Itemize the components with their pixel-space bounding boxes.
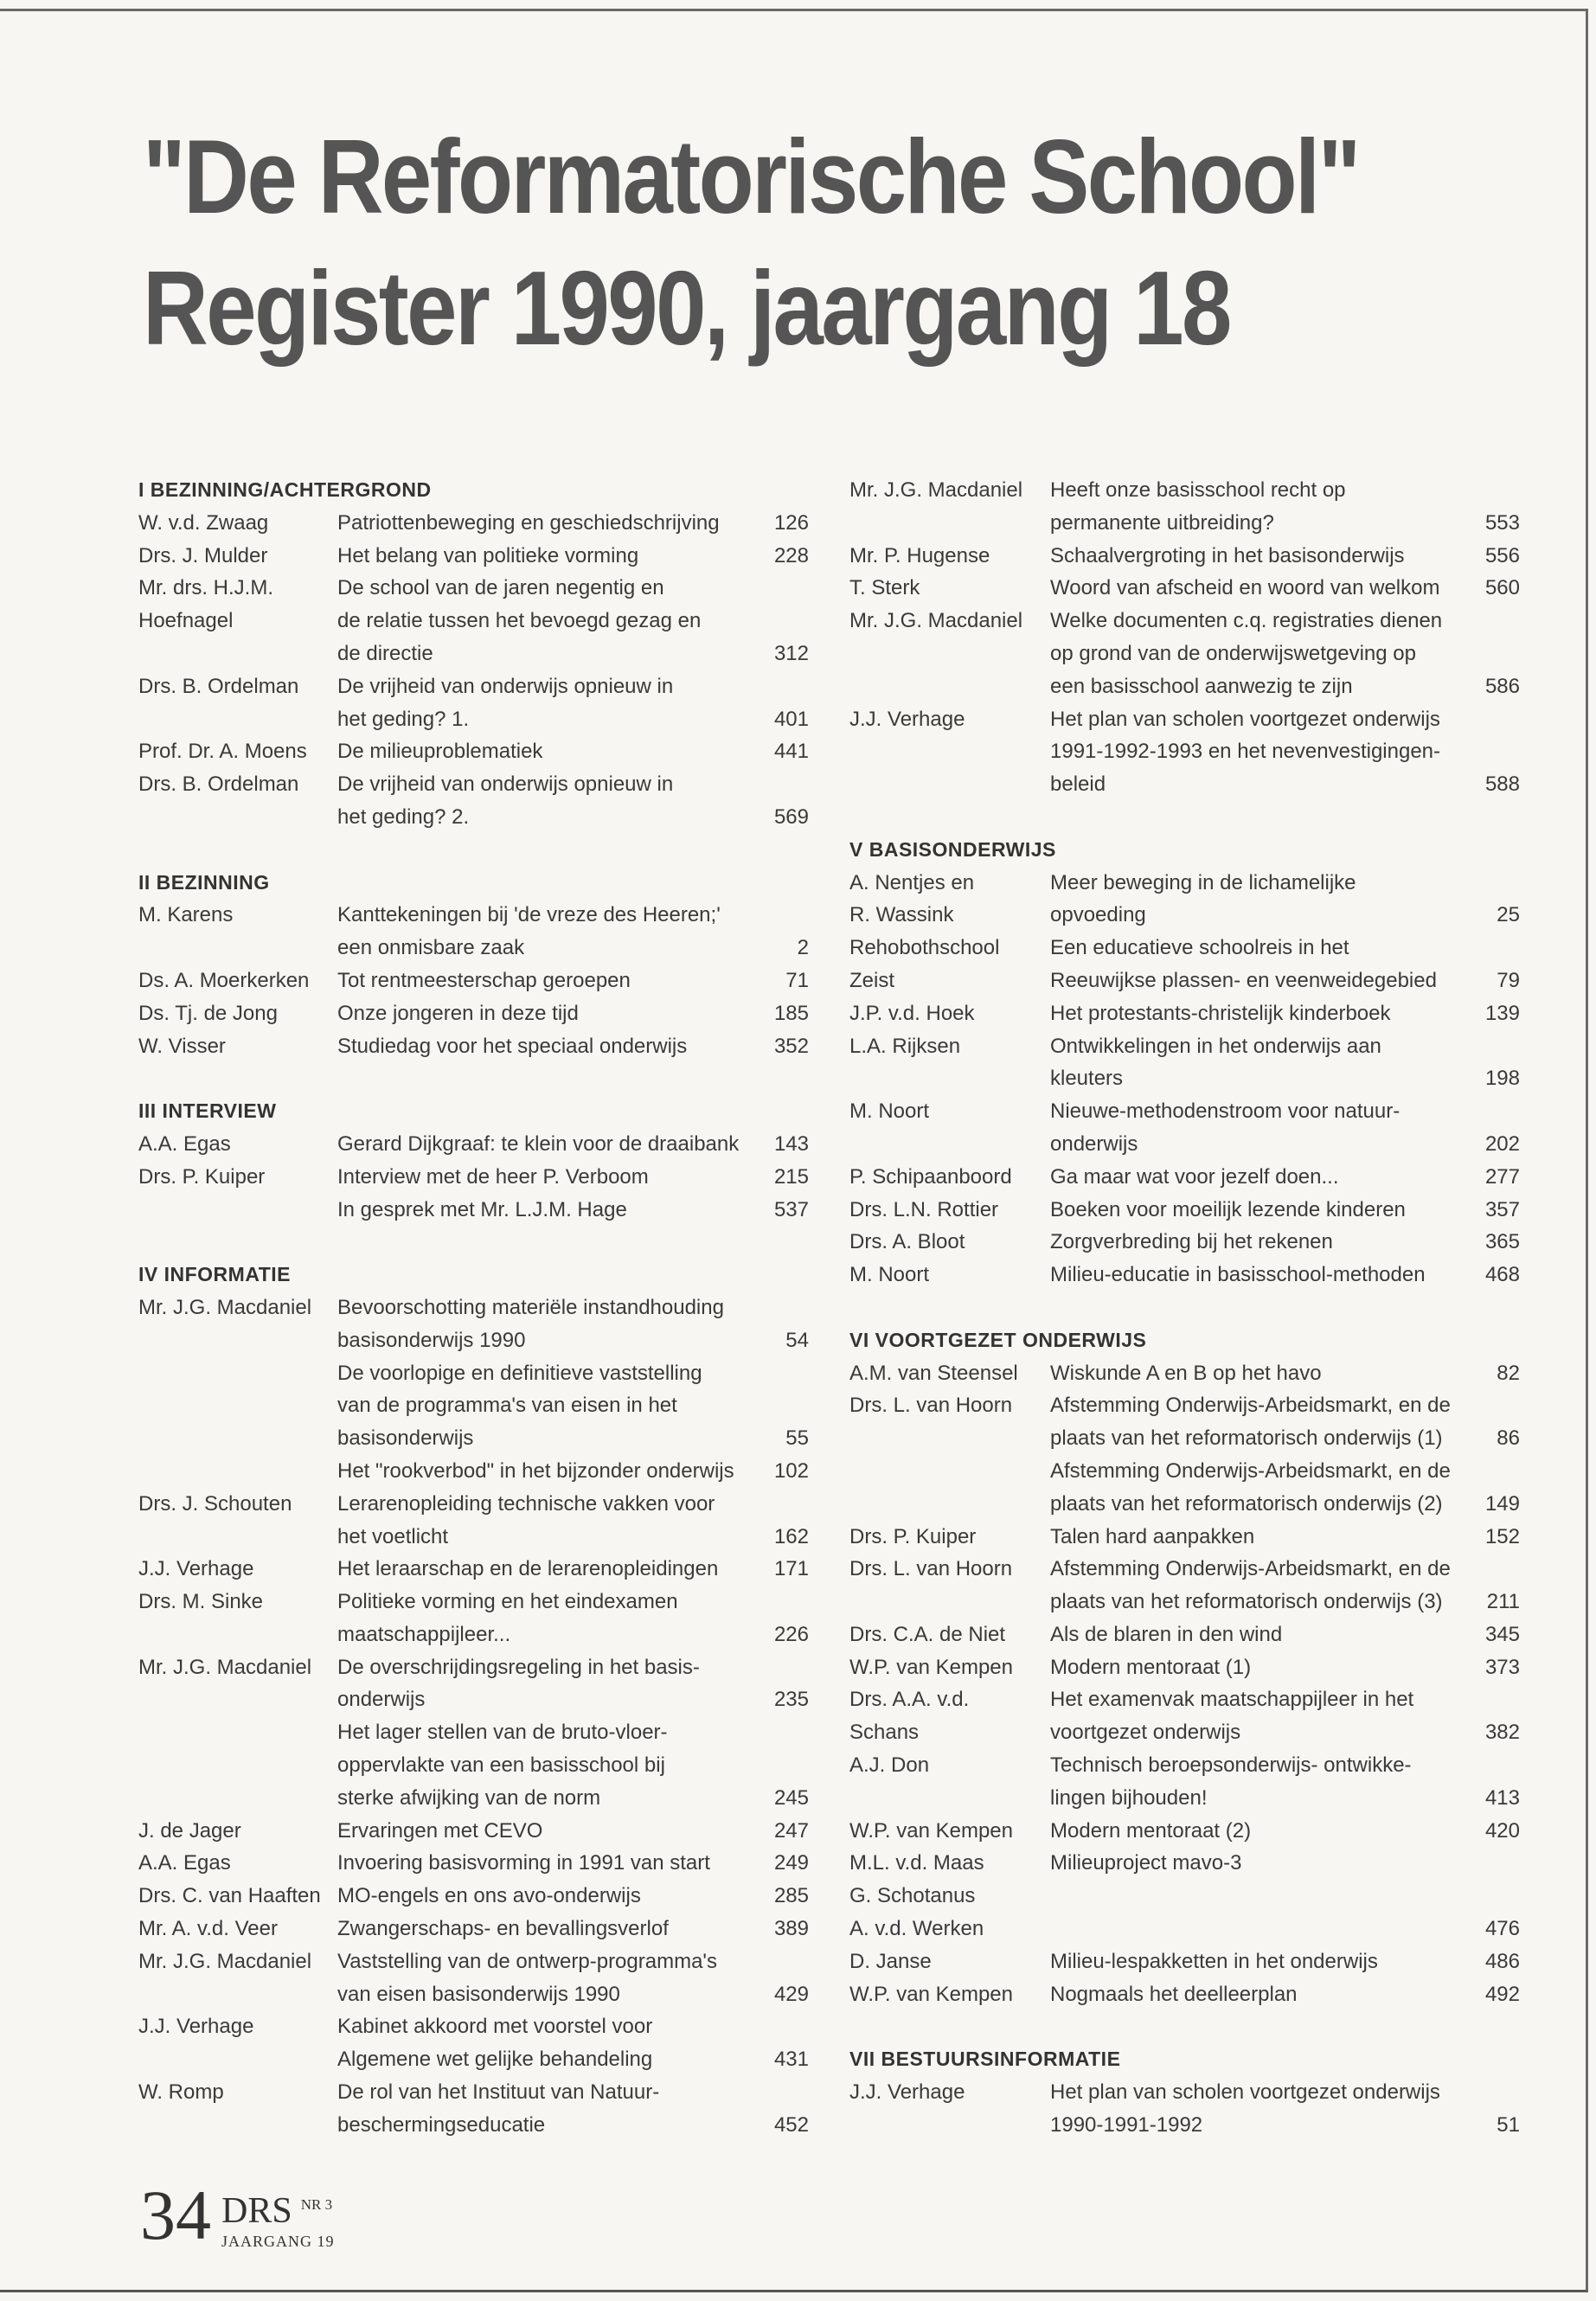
entry-page: 211 bbox=[1486, 1590, 1520, 1614]
entry-author: J.J. Verhage bbox=[138, 2015, 254, 2039]
entry-title: Gerard Dijkgraaf: te klein voor de draaibank bbox=[337, 1131, 740, 1156]
entry-page: 537 bbox=[773, 1197, 809, 1221]
register-section bbox=[849, 834, 1520, 1292]
entry-title: Afstemming Onderwijs-Arbeidsmarkt, en de plaats van het reformatorisch onderwijs (1) bbox=[1050, 1394, 1451, 1451]
entry-page: 51 bbox=[1497, 2112, 1520, 2137]
entry-page: 492 bbox=[1484, 1982, 1520, 2006]
entry-page: 373 bbox=[1484, 1655, 1520, 1679]
register-section bbox=[849, 1324, 1520, 2011]
entry-title: Heeft onze basisschool recht op permanente uitbreiding? bbox=[1050, 478, 1346, 535]
register-entry bbox=[138, 1880, 809, 1913]
entry-title: Afstemming Onderwijs-Arbeidsmarkt, en de plaats van het reformatorisch onderwijs (3) bbox=[1050, 1557, 1451, 1614]
entry-title: Welke documenten c.q. registraties dienen op grond van de onderwijswetgeving op een basisschool aanwezig te zijn bbox=[1050, 609, 1443, 698]
entry-title: De vrijheid van onderwijs opnieuw in het geding? 2. bbox=[337, 772, 674, 829]
section-heading: IV INFORMATIE bbox=[138, 1263, 292, 1286]
entry-page: 312 bbox=[773, 641, 809, 665]
register-section bbox=[138, 1259, 809, 2142]
entry-author: Mr. drs. H.J.M. Hoefnagel bbox=[138, 576, 273, 633]
entry-page: 25 bbox=[1497, 903, 1520, 927]
entry-author: Mr. J.G. Macdaniel bbox=[849, 478, 1023, 502]
entry-page: 152 bbox=[1484, 1524, 1520, 1548]
entry-title: Nieuwe-methodenstroom voor natuur- onderwijs bbox=[1050, 1099, 1401, 1156]
register-entry bbox=[138, 540, 809, 573]
entry-title: Ga maar wat voor jezelf doen... bbox=[1050, 1164, 1339, 1189]
register-entry bbox=[849, 1651, 1520, 1684]
entry-author: A.A. Egas bbox=[138, 1851, 231, 1875]
entry-title: MO-engels en ons avo-onderwijs bbox=[337, 1884, 641, 1908]
entry-title: Kabinet akkoord met voorstel voor Algemene wet gelijke behandeling bbox=[337, 2015, 653, 2072]
register-entry bbox=[849, 540, 1520, 573]
entry-page: 54 bbox=[785, 1328, 809, 1352]
entry-page: 198 bbox=[1484, 1067, 1520, 1091]
entry-author: Drs. A.A. v.d. Schans bbox=[849, 1688, 970, 1745]
entry-author: M. Noort bbox=[849, 1099, 930, 1124]
footer bbox=[140, 2176, 335, 2254]
section-heading: II BEZINNING bbox=[138, 870, 270, 894]
register-section bbox=[138, 1095, 809, 1226]
register-entry bbox=[849, 1978, 1520, 2011]
entry-author: Drs. B. Ordelman bbox=[138, 772, 299, 797]
entry-page: 245 bbox=[773, 1785, 809, 1810]
entry-title: Woord van afscheid en woord van welkom bbox=[1050, 576, 1440, 600]
entry-page: 553 bbox=[1484, 510, 1520, 535]
entry-title: Talen hard aanpakken bbox=[1050, 1524, 1255, 1548]
entry-author: Drs. C. van Haaften bbox=[138, 1884, 321, 1908]
section-heading: VII BESTUURSINFORMATIE bbox=[849, 2048, 1121, 2071]
register-section bbox=[138, 474, 809, 834]
register-section bbox=[138, 867, 809, 1063]
entry-page: 235 bbox=[773, 1688, 809, 1712]
entry-title: Milieu-educatie in basisschool-methoden bbox=[1050, 1263, 1426, 1287]
entry-page: 429 bbox=[773, 1982, 809, 2006]
entry-title: Technisch beroepsonderwijs- ontwikke- lingen bijhouden! bbox=[1050, 1753, 1412, 1810]
register-entry bbox=[849, 932, 1520, 997]
entry-page: 389 bbox=[773, 1917, 809, 1941]
title-line-1: "De Reformatorische School" bbox=[143, 118, 1359, 235]
page-title bbox=[143, 111, 1362, 374]
entry-author bbox=[138, 1716, 337, 1814]
entry-page: 401 bbox=[773, 707, 809, 731]
entry-author: M. Noort bbox=[849, 1263, 930, 1287]
entry-author bbox=[138, 1455, 337, 1488]
register-entry bbox=[138, 572, 809, 670]
entry-title: Ontwikkelingen in het onderwijs aan kleuters bbox=[1050, 1034, 1381, 1091]
register-entry bbox=[138, 1945, 809, 2011]
register-entry bbox=[849, 867, 1520, 933]
left-column bbox=[138, 474, 809, 2174]
entry-title: Het plan van scholen voortgezet onderwijs 1990-1991-1992 bbox=[1050, 2080, 1440, 2137]
entry-title: Politieke vorming en het eindexamen maatschappijleer... bbox=[337, 1590, 678, 1646]
footer-volume: JAARGANG 19 bbox=[221, 2233, 335, 2250]
section-heading: I BEZINNING/ACHTERGROND bbox=[138, 478, 432, 501]
entry-title: Afstemming Onderwijs-Arbeidsmarkt, en de plaats van het reformatorisch onderwijs (2) bbox=[1050, 1458, 1451, 1516]
register-entry bbox=[849, 572, 1520, 605]
register-entry bbox=[138, 1586, 809, 1651]
entry-page: 382 bbox=[1484, 1721, 1520, 1745]
entry-author bbox=[849, 1455, 1050, 1521]
entry-title: Wiskunde A en B op het havo bbox=[1050, 1361, 1322, 1385]
entry-author: Drs. J. Mulder bbox=[138, 543, 268, 567]
register-entry bbox=[849, 1259, 1520, 1292]
entry-page: 55 bbox=[785, 1426, 809, 1451]
entry-page: 71 bbox=[785, 968, 809, 992]
entry-title: Studiedag voor het speciaal onderwijs bbox=[337, 1034, 688, 1058]
register-entry bbox=[138, 1292, 809, 1357]
entry-author: Drs. P. Kuiper bbox=[849, 1524, 977, 1548]
entry-author: Mr. J.G. Macdaniel bbox=[138, 1295, 312, 1319]
entry-author: Ds. A. Moerkerken bbox=[138, 968, 310, 992]
right-column bbox=[849, 474, 1520, 2174]
entry-title: De voorlopige en definitieve vaststelling van de programma's van eisen in het basisonderwijs bbox=[337, 1361, 702, 1451]
entry-author: P. Schipaanboord bbox=[849, 1164, 1012, 1189]
entry-author: A.A. Egas bbox=[138, 1131, 231, 1156]
register-entry bbox=[849, 1226, 1520, 1259]
entry-title: Tot rentmeesterschap geroepen bbox=[337, 968, 631, 992]
entry-title: In gesprek met Mr. L.J.M. Hage bbox=[337, 1197, 627, 1221]
entry-author: Drs. L. van Hoorn bbox=[849, 1557, 1013, 1581]
register-entry bbox=[138, 1128, 809, 1161]
entry-page: 228 bbox=[773, 543, 809, 567]
entry-title: Modern mentoraat (2) bbox=[1050, 1818, 1252, 1843]
entry-title: Onze jongeren in deze tijd bbox=[337, 1001, 579, 1025]
register-entry bbox=[138, 1913, 809, 1945]
entry-author: Drs. B. Ordelman bbox=[138, 674, 299, 698]
entry-page: 365 bbox=[1484, 1230, 1520, 1254]
entry-title: Milieu-lespakketten in het onderwijs bbox=[1050, 1949, 1378, 1973]
entry-page: 586 bbox=[1484, 674, 1520, 698]
register-entry bbox=[849, 1389, 1520, 1455]
register-entry bbox=[138, 735, 809, 768]
entry-title: Het examenvak maatschappijleer in het voortgezet onderwijs bbox=[1050, 1688, 1414, 1745]
entry-page: 486 bbox=[1484, 1949, 1520, 1973]
register-entry bbox=[138, 1030, 809, 1063]
entry-author: Mr. J.G. Macdaniel bbox=[849, 609, 1023, 633]
entry-page: 345 bbox=[1484, 1622, 1520, 1646]
register-entry bbox=[849, 1618, 1520, 1651]
entry-title: Interview met de heer P. Verboom bbox=[337, 1164, 649, 1189]
footer-page-number: 34 bbox=[140, 2176, 211, 2254]
register-entry bbox=[138, 2076, 809, 2142]
entry-page: 569 bbox=[773, 804, 809, 829]
footer-masthead bbox=[221, 2193, 335, 2251]
entry-author: M.L. v.d. Maas G. Schotanus A. v.d. Werken bbox=[849, 1851, 984, 1941]
register-entry bbox=[138, 1488, 809, 1554]
entry-author: Drs. L.N. Rottier bbox=[849, 1197, 999, 1221]
register-entry bbox=[138, 1161, 809, 1194]
entry-title: Patriottenbeweging en geschiedschrijving bbox=[337, 510, 720, 535]
register-entry bbox=[138, 1815, 809, 1848]
entry-author: M. Karens bbox=[138, 903, 234, 927]
entry-title: Het lager stellen van de bruto-vloer- oppervlakte van een basisschool bij sterke afwijking van de norm bbox=[337, 1721, 668, 1810]
register-section bbox=[849, 2043, 1520, 2141]
register-entry bbox=[849, 1749, 1520, 1815]
entry-page: 202 bbox=[1484, 1131, 1520, 1156]
entry-page: 588 bbox=[1484, 772, 1520, 797]
title-line-2: Register 1990, jaargang 18 bbox=[143, 249, 1230, 367]
register-entry bbox=[849, 1455, 1520, 1521]
entry-page: 226 bbox=[773, 1622, 809, 1646]
entry-page: 431 bbox=[773, 2048, 809, 2072]
register-entry bbox=[138, 1716, 809, 1814]
entry-author: W. Romp bbox=[138, 2080, 224, 2105]
entry-title: Schaalvergroting in het basisonderwijs bbox=[1050, 543, 1405, 567]
entry-author: Drs. A. Bloot bbox=[849, 1230, 965, 1254]
entry-title: Kanttekeningen bij 'de vreze des Heeren;' een onmisbare zaak bbox=[337, 903, 721, 960]
entry-title: Het belang van politieke vorming bbox=[337, 543, 639, 567]
register-entry bbox=[138, 2010, 809, 2076]
entry-author: Mr. J.G. Macdaniel bbox=[138, 1655, 312, 1679]
entry-page: 79 bbox=[1497, 968, 1520, 992]
entry-author: A. Nentjes en R. Wassink bbox=[849, 870, 975, 927]
register-entry bbox=[849, 1847, 1520, 1945]
register-entry bbox=[849, 1815, 1520, 1848]
entry-title: Vaststelling van de ontwerp-programma's van eisen basisonderwijs 1990 bbox=[337, 1949, 718, 2006]
entry-title: De milieuproblematiek bbox=[337, 740, 543, 764]
entry-author: Drs. M. Sinke bbox=[138, 1590, 264, 1614]
entry-title: De school van de jaren negentig en de relatie tussen het bevoegd gezag en de directie bbox=[337, 576, 702, 665]
entry-author: Drs. L. van Hoorn bbox=[849, 1394, 1013, 1418]
register-entry bbox=[138, 1194, 809, 1227]
entry-page: 126 bbox=[773, 510, 809, 535]
register-entry bbox=[849, 1357, 1520, 1390]
entry-author bbox=[138, 1194, 337, 1227]
entry-author: W. Visser bbox=[138, 1034, 226, 1058]
register-entry bbox=[138, 670, 809, 736]
entry-author: Drs. J. Schouten bbox=[138, 1491, 292, 1516]
entry-title: Ervaringen met CEVO bbox=[337, 1818, 543, 1843]
register-entry bbox=[138, 1847, 809, 1880]
entry-title: Een educatieve schoolreis in het Reeuwijkse plassen- en veenweidegebied bbox=[1050, 936, 1437, 992]
entry-author: Rehobothschool Zeist bbox=[849, 936, 1000, 992]
entry-author: A.M. van Steensel bbox=[849, 1361, 1018, 1385]
register-entry bbox=[849, 1521, 1520, 1554]
register-entry bbox=[849, 997, 1520, 1030]
register-entry bbox=[849, 605, 1520, 702]
entry-title: Zwangerschaps- en bevallingsverlof bbox=[337, 1917, 669, 1941]
entry-author: Drs. P. Kuiper bbox=[138, 1164, 266, 1189]
entry-title: Bevoorschotting materiële instandhouding basisonderwijs 1990 bbox=[337, 1295, 724, 1352]
entry-title: De vrijheid van onderwijs opnieuw in het geding? 1. bbox=[337, 674, 674, 731]
entry-author: A.J. Don bbox=[849, 1753, 930, 1778]
register-entry bbox=[138, 1357, 809, 1455]
entry-author: Mr. J.G. Macdaniel bbox=[138, 1949, 312, 1973]
register-entry bbox=[849, 1553, 1520, 1618]
entry-page: 143 bbox=[773, 1131, 809, 1156]
entry-page: 560 bbox=[1484, 576, 1520, 600]
entry-page: 285 bbox=[773, 1884, 809, 1908]
entry-title: De overschrijdingsregeling in het basis- onderwijs bbox=[337, 1655, 700, 1712]
entry-page: 139 bbox=[1484, 1001, 1520, 1025]
entry-title: Nogmaals het deelleerplan bbox=[1050, 1982, 1298, 2006]
entry-title: Als de blaren in den wind bbox=[1050, 1622, 1283, 1646]
entry-page: 162 bbox=[773, 1524, 809, 1548]
entry-page: 357 bbox=[1484, 1197, 1520, 1221]
entry-page: 215 bbox=[773, 1164, 809, 1189]
entry-page: 102 bbox=[773, 1458, 809, 1483]
entry-page: 413 bbox=[1484, 1785, 1520, 1810]
register-entry bbox=[138, 899, 809, 965]
entry-author: D. Janse bbox=[849, 1949, 932, 1973]
register-entry bbox=[138, 1455, 809, 1488]
entry-page: 452 bbox=[773, 2112, 809, 2137]
footer-magazine-name: DRS bbox=[221, 2191, 292, 2231]
entry-author: J.J. Verhage bbox=[138, 1557, 254, 1581]
section-heading: VI VOORTGEZET ONDERWIJS bbox=[849, 1328, 1147, 1351]
entry-page: 277 bbox=[1484, 1164, 1520, 1189]
entry-author: J.J. Verhage bbox=[849, 707, 965, 731]
entry-author bbox=[138, 1357, 337, 1455]
entry-author: J.J. Verhage bbox=[849, 2080, 965, 2105]
register-entry bbox=[138, 997, 809, 1030]
entry-page: 249 bbox=[773, 1851, 809, 1875]
entry-page: 476 bbox=[1484, 1917, 1520, 1941]
register-entry bbox=[849, 1030, 1520, 1096]
section-heading: III INTERVIEW bbox=[138, 1099, 277, 1123]
entry-author: W.P. van Kempen bbox=[849, 1982, 1013, 2006]
entry-page: 247 bbox=[773, 1818, 809, 1843]
entry-author: J.P. v.d. Hoek bbox=[849, 1001, 975, 1025]
entry-author: L.A. Rijksen bbox=[849, 1034, 961, 1058]
entry-page: 420 bbox=[1484, 1818, 1520, 1843]
entry-page: 441 bbox=[773, 740, 809, 764]
entry-page: 149 bbox=[1484, 1491, 1520, 1516]
register-section bbox=[849, 474, 1520, 801]
register-entry bbox=[849, 474, 1520, 540]
entry-page: 86 bbox=[1497, 1426, 1520, 1451]
entry-title: Het protestants-christelijk kinderboek bbox=[1050, 1001, 1391, 1025]
entry-author: W.P. van Kempen bbox=[849, 1655, 1013, 1679]
footer-issue: NR 3 bbox=[300, 2196, 333, 2213]
entry-author: J. de Jager bbox=[138, 1818, 241, 1843]
entry-title: Het plan van scholen voortgezet onderwijs 1991-1992-1993 en het nevenvestigingen- beleid bbox=[1050, 707, 1441, 797]
entry-title: Invoering basisvorming in 1991 van start bbox=[337, 1851, 710, 1875]
entry-page: 185 bbox=[773, 1001, 809, 1025]
register-entry bbox=[849, 2076, 1520, 2142]
entry-title: Boeken voor moeilijk lezende kinderen bbox=[1050, 1197, 1406, 1221]
register-entry bbox=[849, 1161, 1520, 1194]
entry-author: Prof. Dr. A. Moens bbox=[138, 740, 307, 764]
entry-page: 468 bbox=[1484, 1263, 1520, 1287]
register-entry bbox=[849, 1194, 1520, 1227]
entry-page: 352 bbox=[773, 1034, 809, 1058]
entry-author: T. Sterk bbox=[849, 576, 920, 600]
register-entry bbox=[138, 507, 809, 540]
entry-page: 171 bbox=[773, 1557, 809, 1581]
register-entry bbox=[849, 1945, 1520, 1978]
register-entry bbox=[849, 1683, 1520, 1749]
register-entry bbox=[849, 703, 1520, 801]
entry-author: W.P. van Kempen bbox=[849, 1818, 1013, 1843]
entry-author: Mr. A. v.d. Veer bbox=[138, 1917, 278, 1941]
entry-title: Het leraarschap en de lerarenopleidingen bbox=[337, 1557, 719, 1581]
register-entry bbox=[138, 965, 809, 997]
entry-title: Meer beweging in de lichamelijke opvoeding bbox=[1050, 870, 1356, 927]
entry-title: Het "rookverbod" in het bijzonder onderwijs bbox=[337, 1458, 734, 1483]
register-entry bbox=[138, 1553, 809, 1586]
register-entry bbox=[138, 768, 809, 834]
entry-title: Modern mentoraat (1) bbox=[1050, 1655, 1252, 1679]
entry-author: Drs. C.A. de Niet bbox=[849, 1622, 1006, 1646]
entry-title: Zorgverbreding bij het rekenen bbox=[1050, 1230, 1333, 1254]
entry-page: 556 bbox=[1484, 543, 1520, 567]
entry-author: W. v.d. Zwaag bbox=[138, 510, 269, 535]
entry-title: Milieuproject mavo-3 bbox=[1050, 1851, 1242, 1875]
register-entry bbox=[138, 1651, 809, 1717]
register-entry bbox=[849, 1095, 1520, 1161]
entry-page: 2 bbox=[797, 936, 809, 960]
entry-author: Ds. Tj. de Jong bbox=[138, 1001, 278, 1025]
entry-title: Lerarenopleiding technische vakken voor het voetlicht bbox=[337, 1491, 715, 1548]
entry-author: Mr. P. Hugense bbox=[849, 543, 990, 567]
entry-page: 82 bbox=[1497, 1361, 1520, 1385]
entry-title: De rol van het Instituut van Natuur- beschermingseducatie bbox=[337, 2080, 660, 2137]
section-heading: V BASISONDERWIJS bbox=[849, 837, 1056, 861]
